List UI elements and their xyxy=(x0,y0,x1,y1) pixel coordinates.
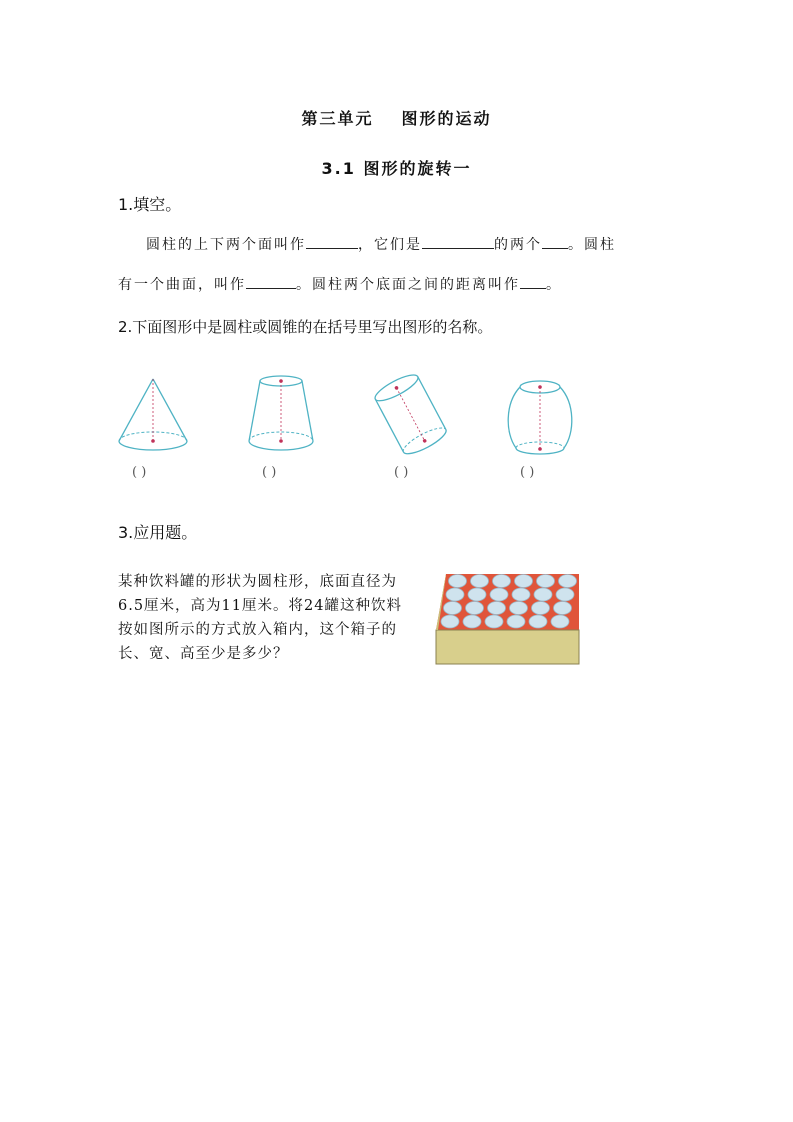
can-icon xyxy=(444,602,462,615)
can-icon xyxy=(493,575,511,588)
can-icon xyxy=(551,615,569,628)
lesson-title: 3.1 图形的旋转一 xyxy=(321,159,472,178)
answer-parentheses[interactable]: ( ) xyxy=(520,465,535,480)
can-icon xyxy=(554,602,572,615)
question-1-line-2 xyxy=(118,274,562,294)
can-icon xyxy=(463,615,481,628)
can-icon xyxy=(529,615,547,628)
can-icon xyxy=(449,575,467,588)
can-icon xyxy=(512,588,530,601)
answer-blank[interactable] xyxy=(246,274,296,289)
answer-blank[interactable] xyxy=(306,234,358,249)
text-segment: 有一个曲面，叫作 xyxy=(118,277,246,293)
can-icon xyxy=(490,588,508,601)
text-segment: 。 xyxy=(546,277,562,293)
question-1-line-1 xyxy=(146,234,616,254)
answer-parentheses[interactable]: ( ) xyxy=(262,465,277,480)
cone-icon xyxy=(115,375,195,455)
unit-title xyxy=(0,106,793,129)
answer-blank[interactable] xyxy=(520,274,546,289)
can-icon xyxy=(471,575,489,588)
answer-parentheses[interactable]: ( ) xyxy=(132,465,147,480)
can-icon xyxy=(559,575,577,588)
can-icon xyxy=(515,575,533,588)
text-segment: 。圆柱两个底面之间的距离叫作 xyxy=(296,277,520,293)
unit-title-subject: 图形的运动 xyxy=(401,109,492,128)
can-icon xyxy=(466,602,484,615)
barrel-icon xyxy=(505,378,575,458)
question-3-heading: 3.应用题。 xyxy=(118,523,198,542)
can-icon xyxy=(446,588,464,601)
tilted-cylinder-icon xyxy=(370,372,460,462)
can-icon xyxy=(485,615,503,628)
can-icon xyxy=(507,615,525,628)
can-icon xyxy=(532,602,550,615)
can-icon xyxy=(441,615,459,628)
can-icon xyxy=(510,602,528,615)
problem-text: 某种饮料罐的形状为圆柱形，底面直径为6.5厘米，高为11厘米。将24罐这种饮料按如图所示的方式放入箱内，这个箱子的长、宽、高至少是多少？ xyxy=(118,574,402,662)
can-icon xyxy=(556,588,574,601)
box-of-cans-illustration xyxy=(436,572,581,667)
text-segment: ，它们是 xyxy=(358,237,422,253)
question-2-heading: 2.下面图形中是圆柱或圆锥的在括号里写出图形的名称。 xyxy=(118,318,493,336)
frustum-icon xyxy=(245,375,325,455)
text-segment: 的两个 xyxy=(494,237,542,253)
can-icon xyxy=(468,588,486,601)
can-icon xyxy=(488,602,506,615)
text-segment: 圆柱的上下两个面叫作 xyxy=(146,237,306,253)
can-icon xyxy=(534,588,552,601)
answer-parentheses[interactable]: ( ) xyxy=(394,465,409,480)
answer-blank[interactable] xyxy=(422,234,494,249)
question-1-heading: 1.填空。 xyxy=(118,195,182,214)
answer-blank[interactable] xyxy=(542,234,568,249)
unit-title-number: 第三单元 xyxy=(301,109,374,128)
can-icon xyxy=(537,575,555,588)
text-segment: 。圆柱 xyxy=(568,237,616,253)
